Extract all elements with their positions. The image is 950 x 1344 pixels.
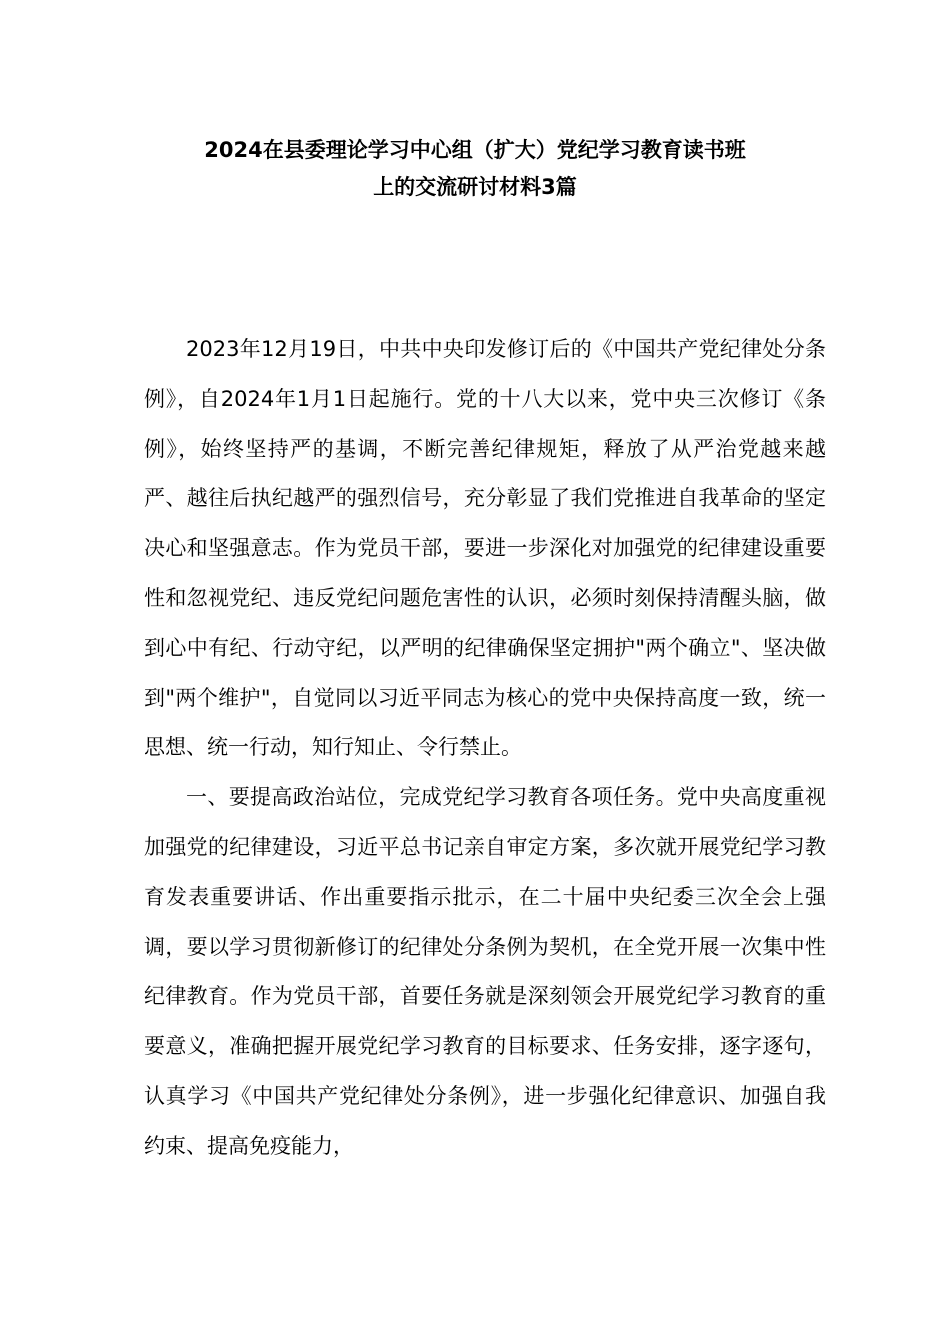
title-line-1: 2024在县委理论学习中心组（扩大）党纪学习教育读书班 — [204, 138, 746, 162]
title-line-2: 上的交流研讨材料3篇 — [373, 175, 577, 199]
document-body — [144, 325, 826, 1172]
paragraph-section-1: 一、要提高政治站位，完成党纪学习教育各项任务。党中央高度重视加强党的纪律建设，习近平总书记亲自审定方案，多次就开展党纪学习教育发表重要讲话、作出重要指示批示，在二十届中央纪委三次全会上强调，要以学习贯彻新修订的纪律处分条例为契机，在全党开展一次集中性纪律教育。作为党员干部，首要任务就是深刻领会开展党纪学习教育的重要意义，准确把握开展党纪学习教育的目标要求、任务安排，逐字逐句，认真学习《中国共产党纪律处分条例》，进一步强化纪律意识、加强自我约束、提高免疫能力， — [144, 785, 826, 1158]
paragraph-intro: 2023年12月19日，中共中央印发修订后的《中国共产党纪律处分条例》，自2024年1月1日起施行。党的十八大以来，党中央三次修订《条例》，始终坚持严的基调，不断完善纪律规矩，释放了从严治党越来越严、越往后执纪越严的强烈信号，充分彰显了我们党推进自我革命的坚定决心和坚强意志。作为党员干部，要进一步深化对加强党的纪律建设重要性和忽视党纪、违反党纪问题危害性的认识，必须时刻保持清醒头脑，做到心中有纪、行动守纪，以严明的纪律确保坚定拥护"两个确立"、坚决做到"两个维护"，自觉同以习近平同志为核心的党中央保持高度一致，统一思想、统一行动，知行知止、令行禁止。 — [144, 337, 826, 760]
document-title — [0, 132, 950, 206]
